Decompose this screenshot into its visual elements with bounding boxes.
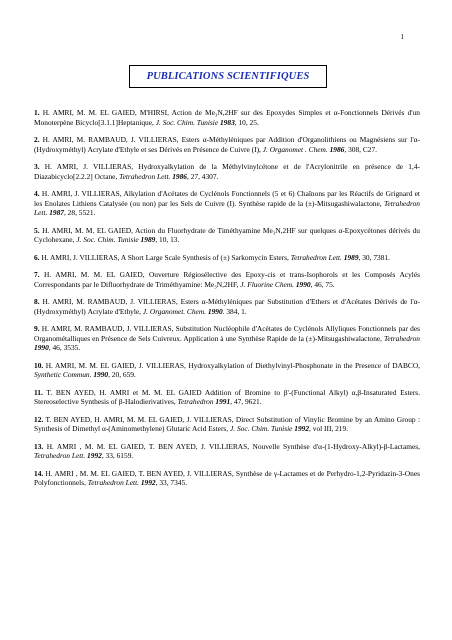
publication-volume-pages: . 384, 1.	[222, 306, 247, 316]
publication-volume-pages: , 47, 9621.	[230, 397, 262, 407]
publication-citation: T. BEN AYED, H. AMRI et M. M. EL GAIED Addition of Bromine to β'-(Functional Alkyl) α,β-Insaturated Esters. Stereoselective Synthesis of β-Halodierivatives,	[34, 387, 420, 407]
publication-journal: Tetrahedron Lett.	[34, 198, 420, 218]
publication-citation: H. AMRI, J. VILLIERAS, Alkylation d'Acétates de Cyclénols Fonctionnels (5 et 6) Chaînons par les Réactifs de Grignard et les Enolates Lithiens Catalysée (ou non) par les Sels de Cuivre (I). Synthèse rapide de la (±)-Mitsugashiwalactone,	[34, 189, 420, 208]
publication-year: 1992	[87, 451, 102, 461]
publication-number: 12.	[34, 414, 44, 424]
publication-volume-pages: , 46, 3535.	[48, 343, 81, 353]
publication-number: 11.	[34, 387, 43, 397]
publication-volume-pages: , 30, 7381.	[358, 252, 390, 262]
publication-journal: J. Soc. Chim. Tunisie	[155, 117, 220, 127]
publication-item	[34, 135, 420, 154]
publication-item	[34, 189, 420, 218]
publication-item	[34, 162, 420, 181]
publication-volume-pages: , 46, 75.	[310, 279, 335, 289]
publication-journal: J. Fluorine Chem.	[240, 279, 296, 289]
publication-year: 1990	[93, 370, 109, 380]
publication-citation: T. BEN AYED, H. AMRI, M. M. EL GAIED, J. VILLIERAS, Direct Substitution of Vinylic Bromine by an Amino Group : Synthesis of Dimethyl α-(Aminomethylene) Glutaric Acid Esters,	[34, 414, 420, 434]
publication-journal: Synthetic Commun.	[34, 370, 94, 380]
publication-item	[34, 253, 420, 263]
publication-number: 1.	[34, 108, 40, 117]
publication-list	[34, 108, 420, 496]
publication-citation: H. AMRI, M. RAMBAUD, J. VILLIERAS, Esters α-Méthyléniques par Addition d'Organolithiens ou Magnésiens sur l'α-(Hydroxyméthyl) Acrylate d'Ethyle et ses Dérivés en Présence de Cuivre (I),	[34, 135, 420, 154]
publication-year: 1990	[207, 306, 223, 316]
publication-year: 1992	[294, 424, 310, 434]
publication-volume-pages: , 28, 5521.	[63, 208, 96, 218]
publication-item	[34, 297, 420, 316]
publication-year: 1991	[215, 397, 231, 407]
publication-journal: J. Organomet. Chem.	[142, 306, 208, 316]
publication-number: 4.	[34, 189, 40, 198]
publication-number: 5.	[34, 225, 40, 235]
publication-journal: J. Soc. Chim. Tunisie	[76, 235, 141, 245]
publication-item	[34, 442, 420, 461]
publication-volume-pages: , 10, 13.	[155, 235, 180, 245]
publication-journal: Tetrahedron	[177, 397, 216, 407]
publication-year: 1986	[329, 144, 345, 154]
publication-volume-pages: , 10, 25.	[234, 117, 259, 127]
publication-number: 6.	[34, 252, 40, 262]
publication-year: 1989	[140, 235, 156, 245]
publication-item	[34, 388, 420, 407]
publication-item	[34, 415, 420, 434]
publication-volume-pages: , 308, C27.	[344, 144, 378, 154]
publication-volume-pages: , vol III, 219.	[309, 424, 349, 434]
publication-journal: J. Organomet . Chem.	[262, 144, 330, 154]
publication-citation: H. AMRI, J. VILLIERAS, Hydroxyalkylation de la Méthylvinylcétone et de l'Acrylonitrile en présence de 1,4-Diazabicyclo[2.2.2] Octane,	[34, 162, 420, 181]
publication-year: 1987	[49, 208, 64, 218]
publication-number: 13.	[34, 441, 44, 451]
publication-citation: H. AMRI, M. M. EL GAIED, Action du Fluorhydrate de Timéthyamine Me₃N,2HF sur quelques α-Epoxycétones dérivés du Cyclohexane,	[34, 225, 420, 245]
publication-journal: J. Soc. Chim. Tunisie	[230, 424, 295, 434]
publication-number: 7.	[34, 270, 40, 279]
publication-citation: H. AMRI, M. M. EL GAIED, Ouverture Régiosélective des Epoxy-cis et trans-Isophorols et les Composés Acylés Correspondants par le Difluorhydrate de Triméthyamine: Me₃N,2HF,	[34, 270, 420, 289]
publication-citation: H. AMRI, M. RAMBAUD, J. VILLIERAS, Substitution Nucléophile d'Acétates de Cyclénols Allyliques Fonctionnels par des Organométalliques en Présence de Sels Cuivreux. Application à une Synthèse Rapide de la (±)-Mitsugashiwalactone,	[34, 324, 420, 343]
publication-number: 9.	[34, 324, 40, 333]
publication-year: 1990	[295, 279, 311, 289]
publication-item	[34, 324, 420, 353]
publication-item	[34, 361, 420, 380]
publication-citation: H. AMRI , M. M. EL GAIED, T. BEN AYED, J. VILLIERAS, Nouvelle Synthèse d'α-(1-Hydroxy-Alkyl)-β-Lactames,	[46, 441, 420, 451]
publication-citation: H. AMRI , M. M. EL GAIED, T. BEN AYED, J. VILLIERAS, Synthèse de γ-Lactames et de Perhydro-1,2-Pyridazin-3-Ones Polyfonctionnels,	[34, 468, 420, 488]
publication-year: 1986	[172, 171, 187, 181]
page-title: PUBLICATIONS SCIENTIFIQUES	[146, 71, 310, 82]
publication-volume-pages: , 33, 6159.	[101, 451, 134, 461]
page-number: 1	[400, 33, 404, 41]
publication-number: 8.	[34, 297, 40, 306]
publication-journal: Tetrahedron	[384, 333, 420, 343]
publication-year: 1983	[219, 117, 235, 127]
publication-volume-pages: , 33, 7345.	[155, 478, 188, 488]
publication-number: 3.	[34, 162, 40, 171]
publication-journal: Tetrahedron Lett.	[119, 171, 173, 181]
publication-number: 10.	[34, 360, 44, 370]
publication-citation: H. AMRI, M. M. EL GAIED, M'HIRSI, Action de Me₃N,2HF sur des Epoxydes Simples et α-Fonctionnels Dérivés d'un Monoterpène Bicyclo[3.1.1]Heptanique,	[34, 108, 420, 127]
publication-journal: Tetrahedron Lett.	[34, 451, 88, 461]
publication-number: 14.	[34, 468, 44, 478]
publication-citation: H. AMRI, J. VILLIERAS, A Short Large Scale Synthesis of (±) Sarkomycin Esters,	[41, 252, 291, 262]
publication-journal: Tetrahedron Lett.	[290, 252, 344, 262]
publication-citation: H. AMRI, M. RAMBAUD, J. VILLIERAS, Esters α-Méthyléniques par Substitution d'Ethers et d'Acétates Dérivés de l'α-(Hydroxyméthyl) Acrylate d'Ethyle,	[34, 297, 420, 316]
publication-item	[34, 226, 420, 245]
publication-year: 1990	[34, 343, 49, 353]
publication-year: 1989	[343, 252, 359, 262]
publication-number: 2.	[34, 135, 40, 144]
publication-year: 1992	[140, 478, 156, 488]
title-box	[129, 65, 327, 88]
publication-journal: Tetrahedron Lett.	[87, 478, 141, 488]
publication-volume-pages: , 27, 4307.	[187, 171, 219, 181]
publication-volume-pages: , 20, 659.	[108, 370, 136, 380]
publication-citation: H. AMRI, M. M. EL GAIED, J. VILLIERAS, Hydroxyalkylation of Diethylvinyl-Phosphonate in the Presence of DABCO,	[45, 360, 420, 370]
publication-item	[34, 108, 420, 127]
publication-item	[34, 270, 420, 289]
publication-item	[34, 469, 420, 488]
